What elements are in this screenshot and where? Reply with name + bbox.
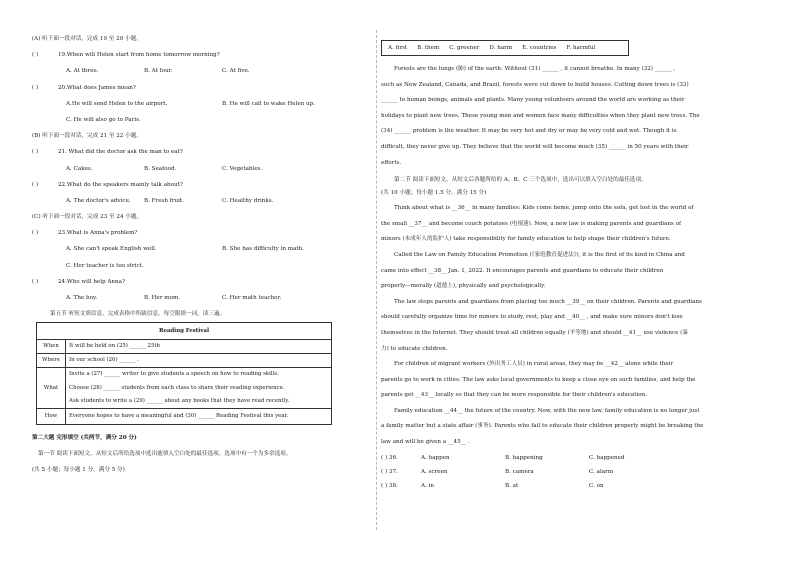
where-label: Where bbox=[37, 354, 66, 368]
where-cell: In our school (26) ______ . bbox=[66, 354, 332, 368]
q19-options: A. At three. B. At four. C. At five. bbox=[66, 68, 250, 75]
section2-header: 第二节 阅读下面短文，从短文后各题所给的 A、B、C 三个选项中，选出可以填入空白处的最佳选项。 bbox=[394, 177, 647, 184]
when-label: When bbox=[37, 340, 66, 354]
part2-section1: 第一节 阅读下面短文，从短文后所给选项中选出能填入空白处的最佳选项。选项中有一个为多余选项。 bbox=[38, 450, 292, 457]
section-a-header: (A) 听下面一段对话，完成 19 至 20 小题。 bbox=[32, 36, 142, 42]
when-cell: It will be held on (25) ______ 25th bbox=[66, 340, 332, 354]
reading-festival-table bbox=[36, 322, 332, 425]
q23-options-row2: C. Her teacher is too strict. bbox=[66, 262, 144, 269]
what-label: What bbox=[37, 368, 66, 409]
question-21: ( ) 21. What did the doctor ask the man to eat? bbox=[32, 149, 183, 156]
section-c-header: (C) 听下面一段对话，完成 23 至 24 小题。 bbox=[32, 214, 143, 221]
question-22: ( ) 22.What do the speakers mainly talk about? bbox=[32, 181, 183, 188]
q24-options: A. The boy. B. Her mom. C. Her math teacher. bbox=[66, 295, 282, 301]
mc-question-37: ( ) 37. A. screen B. camera C. alarm bbox=[381, 468, 614, 475]
word-box: A. first B. them C. greener D. harm E. countries F. harmful bbox=[381, 40, 629, 56]
right-column bbox=[381, 40, 774, 493]
column-divider bbox=[376, 30, 377, 530]
part5-instruction: 第五节 听短文填信息，完成表格中所缺信息，每空限填一词，读三遍。 bbox=[50, 311, 226, 318]
mc-questions bbox=[381, 451, 774, 493]
part2-score: (共 5 小题；每小题 1 分，满分 5 分) bbox=[32, 467, 125, 474]
passage-forests: Forests are the lungs (肺) of the earth. Without (31) ______ , it cannot breathe. In many (32) ______ , such as New Zealand, Canada, and Brazil, forests were cut down to build houses. Cutting down trees is (33) ______ to human beings, animals and plants. Many young volunteers around the world are working as their holidays to plant new trees. These young men and women face many difficulties when they plant new trees. The (34) ______ problem is the weather. It may be very hot and dry or may be very cold and wet. Though it is difficult, they never give up. They believe that the world will become much (35) ______ in 50 years with their efforts. bbox=[381, 66, 700, 166]
q20-options-row1: A.He will send Helen to the airport. B. He will call to wake Helen up. bbox=[66, 100, 316, 107]
part2-header: 第二大题 完形填空 (共两节，满分 20 分) bbox=[32, 434, 137, 441]
what-cell: Invite a (27) ______ writer to give students a speech on how to reading skills. Choose (28) ______ students from each class to share their reading experience. Ask students to write a (29) ______ about any books that they have read recently. bbox=[66, 368, 332, 409]
section2-score: (共 10 小题；每小题 1.5 分，满分 15 分) bbox=[381, 190, 487, 197]
question-23: ( ) 23.What is Anna's problem? bbox=[32, 230, 138, 237]
q23-options-row1: A. She can't speak English well. B. She has difficulty in math. bbox=[66, 246, 305, 253]
table-title: Reading Festival bbox=[37, 323, 332, 340]
mc-question-38: ( ) 38. A. in B. at C. on bbox=[381, 482, 604, 489]
section-b-header: (B) 听下面一段对话，完成 21 至 22 小题。 bbox=[32, 133, 142, 140]
question-24: ( ) 24.Who will help Anna? bbox=[32, 278, 125, 285]
passage-family-education: Think about what is __36__ in many families: Kids come home, jump onto the sofa, get lost in the world of the small __37__ and become couch potatoes (电视迷). Now, a new law is making parents and guardians of minors (未成年人的监护人) take responsibility for family education to help shape their children's future. Called the Law on Family Education Promotion (《家庭教育促进法》), it is the first of its kind in China and came into effect __38__ Jan. 1, 2022. It encourages parents and guardians to educate their children properly—morally (道德上), physically and psychologically. The law stops parents and guardians from placing too much __39__ on their children. Parents and guardians should carefully organize time for minors to study, rest, play and __40__ , and make sure minors don't lose themselves in the Internet. They should treat all children equally (平等地) and should __41__ use violence (暴 力) to educate children. For children of migrant workers (外出务工人员) in rural areas, they may be __42__ alone while their parents go to work in cities. The law asks local governments to keep a close eye on such families, and help the parents get __43__ locally so that they can be more responsible for their children's education. Family education __44__ the future of the country. Now, with the new law, family education is no longer just a family matter but a state affair (事务). Parents who fail to educate their children properly might be breaking the law and will be given a __45__ . bbox=[381, 205, 704, 446]
q20-options-row2: C. He will also go to Paris. bbox=[66, 116, 141, 123]
left-column bbox=[32, 36, 372, 474]
q21-options: A. Cakes. B. Seafood. C. Vegetables. bbox=[66, 165, 263, 172]
how-label: How bbox=[37, 408, 66, 424]
question-20: ( ) 20.What does James mean? bbox=[32, 84, 136, 91]
question-19: ( ) 19.When will Helen start from home tomorrow morning? bbox=[32, 52, 220, 59]
how-cell: Everyone hopes to have a meaningful and (30) ______ Reading Festival this year. bbox=[66, 408, 332, 424]
q22-options: A. The doctor's advice. B. Fresh fruit. C. Healthy drinks. bbox=[66, 197, 274, 204]
mc-question-36: ( ) 36. A. happen B. happening C. happened bbox=[381, 454, 625, 461]
